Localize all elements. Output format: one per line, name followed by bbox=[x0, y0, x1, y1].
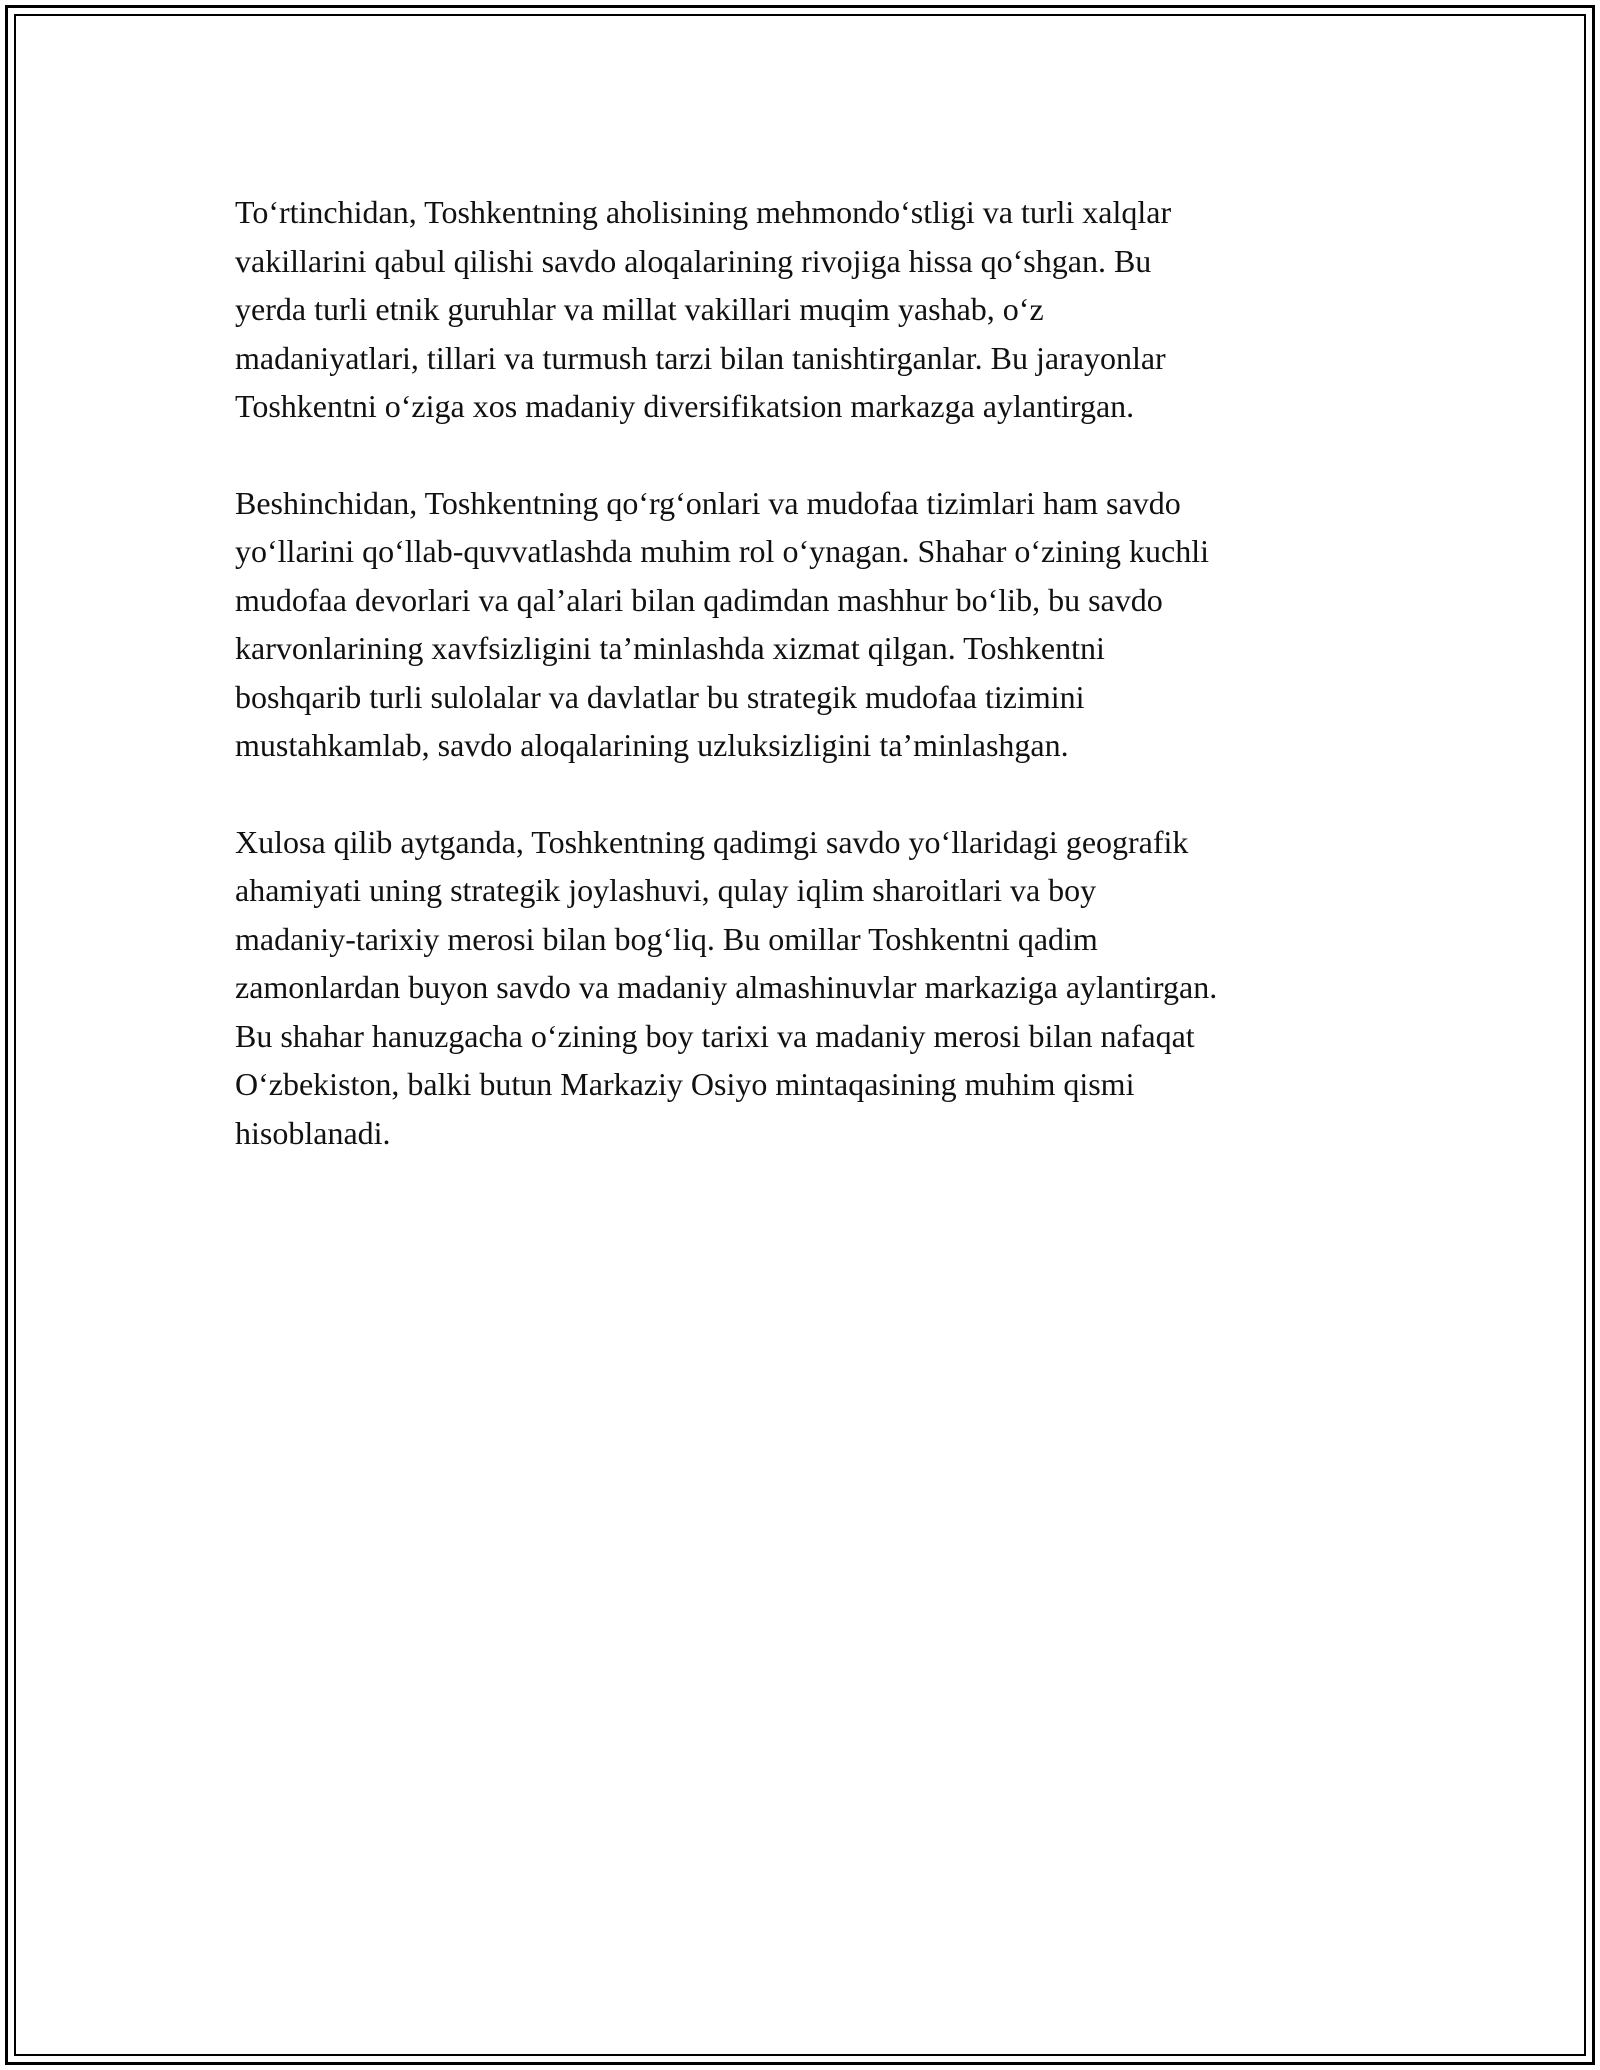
paragraph-line: Beshinchidan, Toshkentning qo‘rg‘onlari va mudofaa tizimlari ham savdo bbox=[235, 484, 1181, 521]
paragraph-line: Xulosa qilib aytganda, Toshkentning qadimgi savdo yo‘llaridagi geografik bbox=[235, 823, 1189, 860]
paragraph-line: O‘zbekiston, balki butun Markaziy Osiyo mintaqasining muhim qismi bbox=[235, 1066, 1135, 1102]
paragraph-line: hisoblanadi. bbox=[235, 1114, 391, 1151]
paragraph-line: zamonlardan buyon savdo va madaniy almashinuvlar markaziga aylantirgan. bbox=[235, 969, 1218, 1005]
paragraph-line: vakillarini qabul qilishi savdo aloqalarining rivojiga hissa qo‘shgan. Bu bbox=[235, 242, 1152, 279]
paragraph-line: boshqarib turli sulolalar va davlatlar bu strategik mudofaa tizimini bbox=[235, 678, 1085, 715]
paragraph-line: yo‘llarini qo‘llab-quvvatlashda muhim rol o‘ynagan. Shahar o‘zining kuchli bbox=[235, 533, 1209, 569]
paragraph-1 bbox=[235, 188, 1385, 431]
paragraph-line: To‘rtinchidan, Toshkentning aholisining mehmondo‘stligi va turli xalqlar bbox=[235, 194, 1172, 230]
paragraph-line: madaniy-tarixiy merosi bilan bog‘liq. Bu omillar Toshkentni qadim bbox=[235, 920, 1098, 957]
paragraph-3 bbox=[235, 818, 1385, 1158]
paragraph-line: madaniyatlari, tillari va turmush tarzi bilan tanishtirganlar. Bu jarayonlar bbox=[235, 339, 1166, 376]
paragraph-line: Toshkentni o‘ziga xos madaniy diversifikatsion markazga aylantirgan. bbox=[235, 388, 1135, 424]
paragraph-line: ahamiyati uning strategik joylashuvi, qulay iqlim sharoitlari va boy bbox=[235, 872, 1097, 908]
paragraph-line: mudofaa devorlari va qal’alari bilan qadimdan mashhur bo‘lib, bu savdo bbox=[235, 581, 1163, 618]
paragraph-line: karvonlarining xavfsizligini ta’minlashda xizmat qilgan. Toshkentni bbox=[235, 630, 1105, 666]
paragraph-line: Bu shahar hanuzgacha o‘zining boy tarixi va madaniy merosi bilan nafaqat bbox=[235, 1017, 1195, 1054]
document-body bbox=[235, 188, 1385, 1205]
paragraph-line: yerda turli etnik guruhlar va millat vakillari muqim yashab, o‘z bbox=[235, 291, 1044, 327]
paragraph-line: mustahkamlab, savdo aloqalarining uzluksizligini ta’minlashgan. bbox=[235, 727, 1069, 763]
paragraph-2 bbox=[235, 479, 1385, 770]
